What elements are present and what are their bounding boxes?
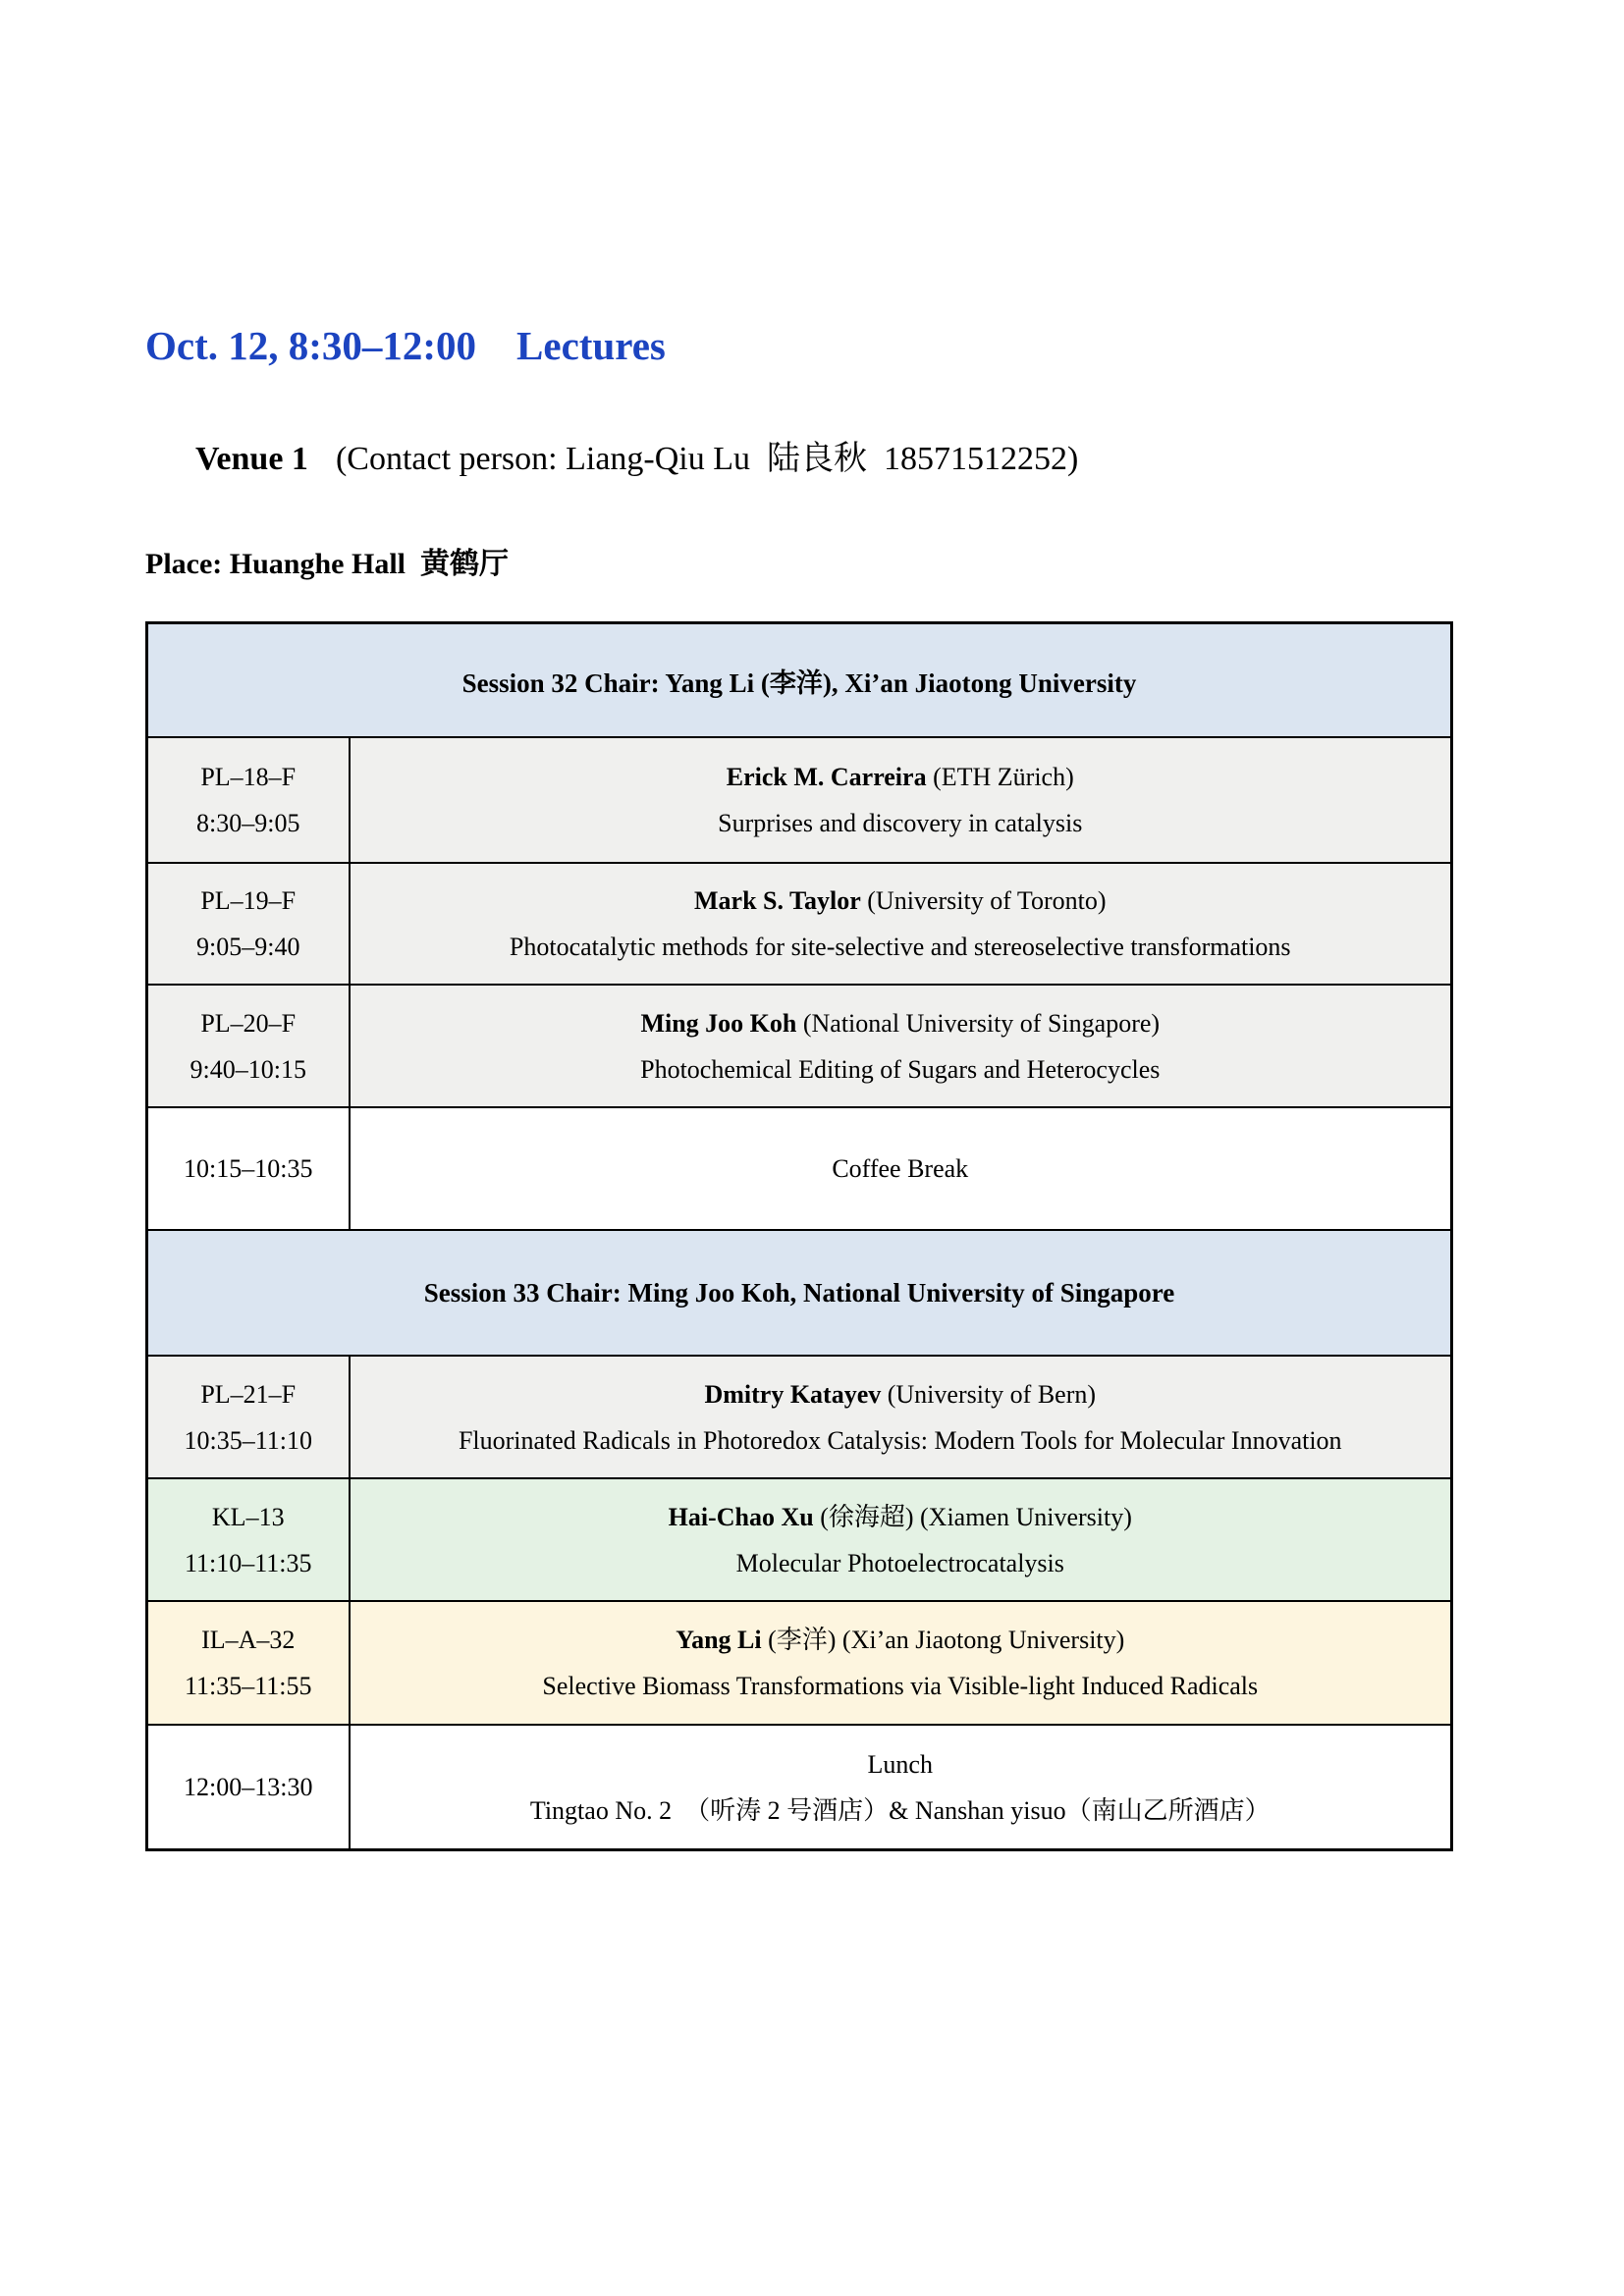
talk-row bbox=[147, 863, 1452, 985]
speaker-affiliation: (ETH Zürich) bbox=[926, 763, 1074, 792]
time-cell bbox=[147, 1478, 350, 1601]
speaker-name: Hai-Chao Xu bbox=[668, 1502, 814, 1531]
talk-row bbox=[147, 1356, 1452, 1478]
session-time: 9:40–10:15 bbox=[189, 1054, 306, 1084]
page-title: Oct. 12, 8:30–12:00 Lectures bbox=[145, 323, 666, 368]
speaker-name: Dmitry Katayev bbox=[704, 1379, 882, 1409]
lunch-row bbox=[147, 1725, 1452, 1849]
talk-cell bbox=[350, 985, 1452, 1107]
session-header-text: Session 32 Chair: Yang Li (李洋), Xi’an Jiaotong University bbox=[147, 622, 1452, 737]
speaker-name: Mark S. Taylor bbox=[694, 886, 861, 916]
speaker-affiliation: (李洋) (Xi’an Jiaotong University) bbox=[761, 1626, 1125, 1655]
session-code: PL–18–F bbox=[200, 763, 297, 792]
time-cell bbox=[147, 1107, 350, 1230]
session-header-row bbox=[147, 622, 1452, 737]
break-cell bbox=[350, 1107, 1452, 1230]
session-time: 10:35–11:10 bbox=[184, 1425, 312, 1455]
session-time: 12:00–13:30 bbox=[184, 1773, 313, 1802]
speaker-affiliation: (University of Toronto) bbox=[860, 886, 1107, 916]
talk-title: Photochemical Editing of Sugars and Heterocycles bbox=[640, 1054, 1161, 1084]
session-code: PL–19–F bbox=[200, 886, 297, 916]
talk-title: Photocatalytic methods for site-selective and stereoselective transformations bbox=[509, 933, 1291, 962]
venue-label: Venue 1 bbox=[195, 441, 308, 478]
break-label: Coffee Break bbox=[832, 1154, 969, 1184]
talk-title: Molecular Photoelectrocatalysis bbox=[735, 1548, 1064, 1577]
talk-cell bbox=[350, 1356, 1452, 1478]
talk-title: Fluorinated Radicals in Photoredox Catalysis: Modern Tools for Molecular Innovation bbox=[458, 1425, 1342, 1455]
speaker-line bbox=[351, 1371, 1451, 1417]
session-time: 8:30–9:05 bbox=[196, 809, 300, 838]
speaker-line bbox=[351, 1617, 1451, 1663]
lunch-label: Lunch bbox=[867, 1749, 933, 1779]
place-line: Place: Huanghe Hall 黄鹤厅 bbox=[145, 548, 509, 581]
schedule-table bbox=[145, 621, 1453, 1851]
talk-row bbox=[147, 1601, 1452, 1725]
session-time: 11:35–11:55 bbox=[184, 1672, 312, 1701]
session-code: PL–20–F bbox=[200, 1008, 297, 1038]
session-time: 9:05–9:40 bbox=[196, 933, 300, 962]
talk-cell bbox=[350, 1478, 1452, 1601]
lunch-cell bbox=[350, 1725, 1452, 1849]
talk-row bbox=[147, 1478, 1452, 1601]
speaker-line bbox=[351, 754, 1451, 800]
session-time: 10:15–10:35 bbox=[184, 1154, 313, 1184]
time-cell bbox=[147, 737, 350, 863]
time-cell bbox=[147, 1725, 350, 1849]
session-code: IL–A–32 bbox=[201, 1626, 296, 1655]
venue-line bbox=[145, 401, 1467, 516]
speaker-line bbox=[351, 878, 1451, 924]
talk-cell bbox=[350, 737, 1452, 863]
speaker-line bbox=[351, 1000, 1451, 1046]
session-header-text: Session 33 Chair: Ming Joo Koh, National University of Singapore bbox=[147, 1230, 1452, 1356]
speaker-name: Ming Joo Koh bbox=[640, 1008, 797, 1038]
venue-contact: (Contact person: Liang-Qiu Lu 陆良秋 18571512252) bbox=[335, 441, 1079, 478]
time-cell bbox=[147, 985, 350, 1107]
time-cell bbox=[147, 863, 350, 985]
session-code: KL–13 bbox=[211, 1502, 285, 1531]
break-row bbox=[147, 1107, 1452, 1230]
speaker-affiliation: (University of Bern) bbox=[881, 1379, 1097, 1409]
talk-cell bbox=[350, 1601, 1452, 1725]
talk-row bbox=[147, 737, 1452, 863]
speaker-affiliation: (徐海超) (Xiamen University) bbox=[813, 1502, 1132, 1531]
session-header-row bbox=[147, 1230, 1452, 1356]
speaker-name: Erick M. Carreira bbox=[726, 763, 927, 792]
lunch-venue: Tingtao No. 2 （听涛 2 号酒店）& Nanshan yisuo（南山乙所酒店） bbox=[529, 1795, 1271, 1825]
talk-title: Surprises and discovery in catalysis bbox=[718, 809, 1083, 838]
talk-row bbox=[147, 985, 1452, 1107]
speaker-name: Yang Li bbox=[676, 1626, 762, 1655]
session-code: PL–21–F bbox=[200, 1379, 297, 1409]
session-time: 11:10–11:35 bbox=[184, 1548, 312, 1577]
talk-title: Selective Biomass Transformations via Visible-light Induced Radicals bbox=[542, 1672, 1259, 1701]
speaker-affiliation: (National University of Singapore) bbox=[796, 1008, 1161, 1038]
talk-cell bbox=[350, 863, 1452, 985]
speaker-line bbox=[351, 1494, 1451, 1540]
time-cell bbox=[147, 1356, 350, 1478]
time-cell bbox=[147, 1601, 350, 1725]
